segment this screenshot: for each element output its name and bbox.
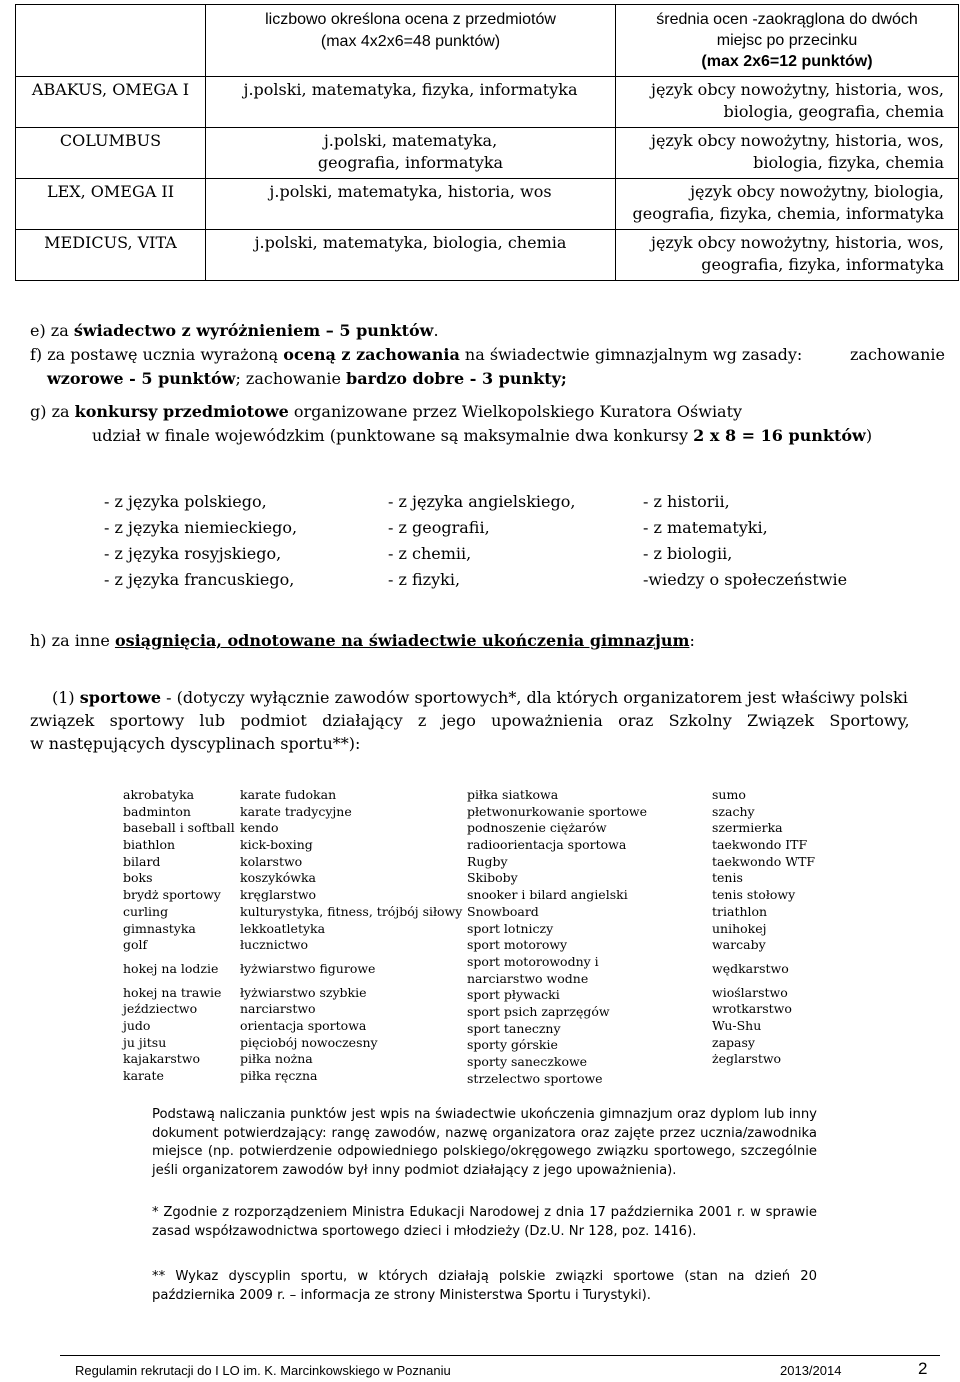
criteria-table: [15, 4, 959, 281]
sport-item: ju jitsu: [123, 1034, 167, 1050]
section-g-line2: [92, 425, 872, 447]
sport-item: wrotkarstwo: [712, 1001, 792, 1017]
competition-item: - z języka angielskiego,: [388, 492, 576, 511]
table-header-row: [16, 5, 959, 77]
sport-item: lekkoatletyka: [240, 920, 326, 936]
sport-item: piłka siatkowa: [467, 787, 559, 802]
sport-item: szachy: [712, 803, 755, 819]
sport-item: orientacja sportowa: [240, 1017, 367, 1033]
sport-item: hokej na lodzie: [123, 960, 219, 976]
sport-item: warcaby: [712, 937, 766, 953]
sports-column-3: [467, 787, 677, 1087]
competition-item: - z języka francuskiego,: [104, 570, 295, 589]
average-subjects-cell: język obcy nowożytny, historia, wos, biologia, geografia, chemia: [616, 77, 959, 128]
footer-title: Regulamin rekrutacji do I LO im. K. Marcinkowskiego w Poznaniu: [75, 1363, 451, 1378]
footnote-double-star: ** Wykaz dyscyplin sportu, w których działają polskie związki sportowe (stan na dzień 20 października 2009 r. – informacja ze strony Ministerstwa Sportu i Turystyki).: [152, 1269, 817, 1303]
sport-item: szermierka: [712, 820, 783, 836]
sport-item: golf: [123, 937, 148, 953]
competition-item: -wiedzy o społeczeństwie: [643, 570, 848, 589]
sport-para-line3: w następujących dyscyplinach sportu**):: [30, 734, 361, 753]
scored-subjects-cell: j.polski, matematyka, biologia, chemia: [206, 230, 616, 281]
profile-cell: COLUMBUS: [16, 128, 206, 179]
scored-subjects-text: j.polski, matematyka, geografia, informatyka: [317, 131, 504, 172]
scored-subjects-cell: j.polski, matematyka, historia, wos: [206, 179, 616, 230]
sports-column-1: [123, 787, 235, 1085]
section-e-prefix: e) za: [30, 321, 74, 340]
average-subjects-cell: język obcy nowożytny, historia, wos, geografia, fizyka, informatyka: [616, 230, 959, 281]
section-h-text-a: h) za inne: [30, 631, 115, 650]
sport-item: Skiboby: [467, 870, 518, 886]
sport-item: kręglarstwo: [240, 887, 317, 903]
section-f-text-b: ; zachowanie: [235, 369, 347, 388]
section-f-bold-a: oceną z zachowania: [283, 345, 460, 364]
sport-item: łyżwiarstwo figurowe: [240, 960, 376, 976]
sport-item: taekwondo WTF: [712, 853, 816, 869]
sport-para-number: (1): [52, 688, 80, 707]
sport-item: sporty górskie: [467, 1037, 558, 1053]
sport-item: zapasy: [712, 1034, 755, 1050]
sport-para-bold: sportowe: [79, 688, 162, 707]
competition-item: - z chemii,: [388, 544, 472, 563]
header-average-subjects: [616, 5, 959, 77]
profile-cell: ABAKUS, OMEGA I: [16, 77, 206, 128]
sport-item: baseball i softball: [123, 820, 235, 836]
sport-item: sport pływacki: [467, 987, 560, 1003]
profile-cell: MEDICUS, VITA: [16, 230, 206, 281]
section-h-underlined: osiągnięcia, odnotowane na świadectwie ukończenia gimnazjum: [114, 631, 690, 650]
sport-item: piłka nożna: [240, 1051, 313, 1067]
competition-item: - z geografii,: [388, 518, 490, 537]
section-g-text-l2c: ): [865, 426, 873, 445]
sport-item: karate tradycyjne: [240, 803, 352, 819]
sport-item: tenis stołowy: [712, 887, 796, 903]
table-row: [16, 230, 959, 281]
sport-item: pięciobój nowoczesny: [240, 1034, 378, 1050]
section-f-text-a: f) za postawę ucznia wyrażoną: [30, 345, 284, 364]
competition-item: - z historii,: [643, 492, 730, 511]
sport-item: sport motorowy: [467, 937, 568, 953]
competition-item: - z matematyki,: [643, 518, 768, 537]
header-col3-line3: (max 2x6=12 punktów): [701, 53, 873, 70]
sport-para-text: - (dotyczy wyłącznie zawodów sportowych*, dla których organizatorem jest właściwy polski: [161, 688, 908, 707]
header-empty-cell: [16, 5, 206, 77]
sport-item: sport psich zaprzęgów: [467, 1003, 610, 1019]
section-h-text-c: :: [689, 631, 695, 650]
header-col3-line1: średnia ocen -zaokrąglona do dwóch: [656, 11, 918, 28]
sport-item: łucznictwo: [240, 937, 308, 953]
sport-item: akrobatyka: [123, 787, 195, 802]
sport-item: karate: [123, 1068, 164, 1083]
section-g-bold: konkursy przedmiotowe: [74, 402, 289, 421]
competition-item: - z fizyki,: [388, 570, 461, 589]
sport-item: narciarstwo: [240, 1001, 316, 1017]
sport-item: kulturystyka, fitness, trójbój siłowy: [240, 903, 463, 919]
sport-item: Rugby: [467, 853, 508, 869]
sport-item: karate fudokan: [240, 787, 337, 802]
footer-year: 2013/2014: [780, 1363, 842, 1378]
sport-item: judo: [123, 1017, 151, 1033]
sport-para-line2: związek sportowy lub podmiot działający z jego upoważnienia oraz Szkolny Związek Sportowy,: [30, 711, 910, 730]
header-col3-line2: miejsc po przecinku: [716, 32, 858, 49]
sport-item: piłka ręczna: [240, 1068, 318, 1083]
sport-item: hokej na trawie: [123, 984, 222, 1000]
section-f-line1: [30, 344, 802, 366]
sport-item: sporty saneczkowe: [467, 1054, 588, 1070]
page-number: 2: [918, 1359, 928, 1378]
section-e-bold: świadectwo z wyróżnieniem – 5 punktów: [73, 321, 434, 340]
sport-item: kick-boxing: [240, 837, 313, 853]
sport-item: badminton: [123, 803, 191, 819]
sport-item: radioorientacja sportowa: [467, 837, 627, 853]
sport-item: unihokej: [712, 920, 767, 936]
sport-item: wioślarstwo: [712, 984, 788, 1000]
sport-item: koszykówka: [240, 870, 316, 886]
section-f-text-c: na świadectwie gimnazjalnym wg zasady:: [459, 345, 803, 364]
sports-column-2: [240, 787, 462, 1085]
section-f-line2: [47, 368, 567, 390]
sport-item: Wu-Shu: [712, 1017, 762, 1033]
sport-item: brydż sportowy: [123, 887, 221, 903]
sport-item: kolarstwo: [240, 853, 303, 869]
sport-item: sumo: [712, 787, 746, 802]
table-row: [16, 179, 959, 230]
sports-column-4: [712, 787, 815, 1068]
page-footer: [60, 1355, 940, 1379]
sport-item: taekwondo ITF: [712, 837, 808, 853]
sport-item: sport taneczny: [467, 1020, 561, 1036]
sport-item: łyżwiarstwo szybkie: [240, 984, 367, 1000]
sport-item: strzelectwo sportowe: [467, 1070, 603, 1086]
header-scored-subjects: [206, 5, 616, 77]
sport-item: Snowboard: [467, 903, 539, 919]
sport-item: sport motorowodny i narciarstwo wodne: [467, 953, 599, 986]
profile-cell: LEX, OMEGA II: [16, 179, 206, 230]
sport-item: żeglarstwo: [712, 1051, 782, 1067]
header-col2-line1: liczbowo określona ocena z przedmiotów: [265, 11, 556, 28]
sport-item: curling: [123, 903, 169, 919]
sport-item: jeździectwo: [123, 1001, 198, 1017]
sport-item: sport lotniczy: [467, 920, 554, 936]
competition-item: - z języka rosyjskiego,: [104, 544, 282, 563]
sport-para-line1: [52, 687, 908, 709]
average-subjects-cell: język obcy nowożytny, historia, wos, biologia, fizyka, chemia: [616, 128, 959, 179]
table-row: [16, 77, 959, 128]
section-g-text-c: organizowane przez Wielkopolskiego Kuratora Oświaty: [288, 402, 743, 421]
sport-item: gimnastyka: [123, 920, 196, 936]
sport-item: bilard: [123, 853, 161, 869]
section-f-bold-b: wzorowe - 5 punktów: [47, 369, 236, 388]
sport-item: wędkarstwo: [712, 960, 789, 976]
competition-item: - z języka niemieckiego,: [104, 518, 298, 537]
sport-item: kendo: [240, 820, 279, 836]
sport-item: biathlon: [123, 837, 176, 853]
sport-item: snooker i bilard angielski: [467, 887, 628, 903]
section-f-bold-c: bardzo dobre - 3 punkty;: [346, 369, 567, 388]
section-e-suffix: .: [433, 321, 439, 340]
section-g-text-l2a: udział w finale wojewódzkim (punktowane są maksymalnie dwa konkursy: [92, 426, 694, 445]
section-h: [30, 630, 695, 652]
sport-item: tenis: [712, 870, 743, 886]
basis-note: Podstawą naliczania punktów jest wpis na świadectwie ukończenia gimnazjum oraz dyplom lub inny dokument potwierdzający: rangę zawodów, nazwę organizatora oraz zajęte przez ucznia/zawodnika miejsce (np. potwierdzenie odpowiedniego polskiego/okręgowego związku sportowego, szczególnie jeśli organizatorem zawodów był inny podmiot działający z jego upoważnienia).: [152, 1107, 817, 1178]
competition-item: - z języka polskiego,: [104, 492, 267, 511]
footnote-single-star: * Zgodnie z rozporządzeniem Ministra Edukacji Narodowej z dnia 17 października 2001 r. w sprawie zasad współzawodnictwa sportowego dzieci i młodzieży (Dz.U. Nr 128, poz. 1416).: [152, 1205, 817, 1239]
sport-item: podnoszenie ciężarów: [467, 820, 607, 836]
sport-item: boks: [123, 870, 153, 886]
section-g-text-a: g) za: [30, 402, 75, 421]
section-g-points: 2 x 8 = 16 punktów: [693, 426, 866, 445]
scored-subjects-cell: [206, 128, 616, 179]
header-col2-line2: (max 4x2x6=48 punktów): [320, 33, 501, 50]
competition-item: - z biologii,: [643, 544, 733, 563]
sport-item: triathlon: [712, 903, 768, 919]
average-subjects-cell: język obcy nowożytny, biologia, geografia, fizyka, chemia, informatyka: [616, 179, 959, 230]
section-f-line1-end: zachowanie: [850, 345, 945, 364]
scored-subjects-cell: j.polski, matematyka, fizyka, informatyka: [206, 77, 616, 128]
section-g-line1: [30, 401, 742, 423]
sport-item: kajakarstwo: [123, 1051, 201, 1067]
sport-item: płetwonurkowanie sportowe: [467, 803, 648, 819]
section-e: [30, 320, 439, 342]
table-row: [16, 128, 959, 179]
